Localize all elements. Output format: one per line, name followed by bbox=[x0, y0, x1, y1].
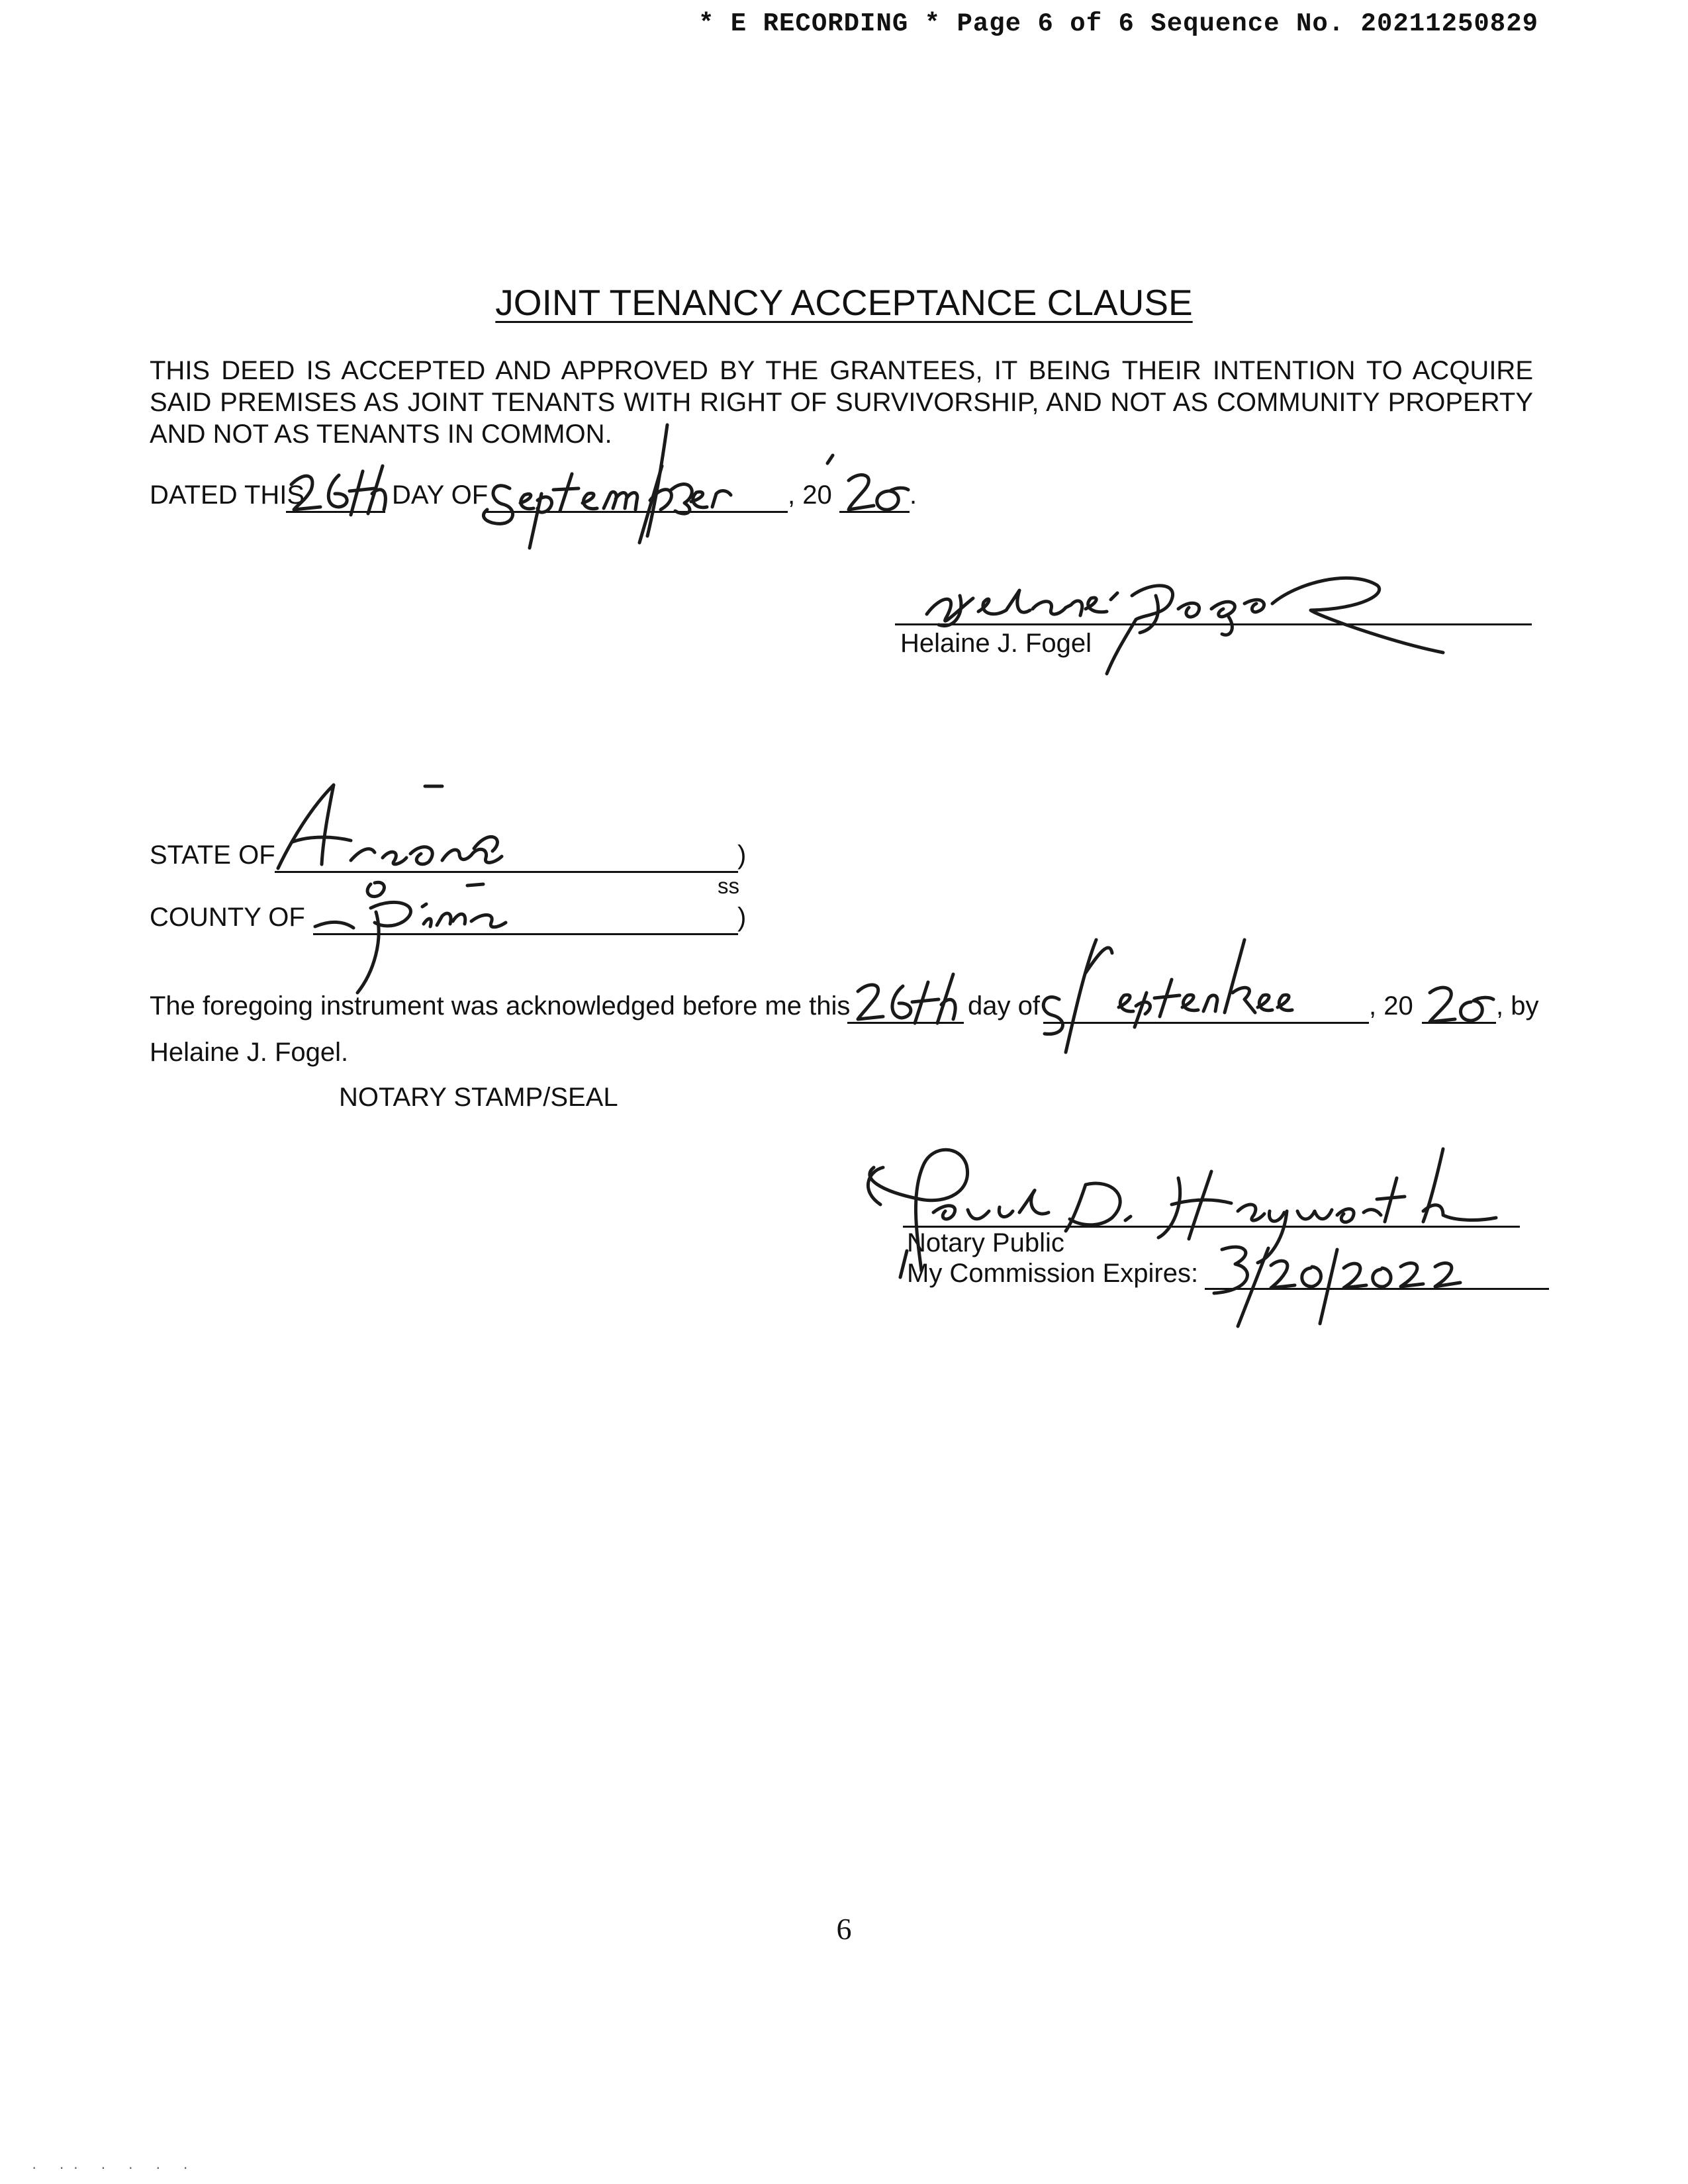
dated-year-prefix: , 20 bbox=[788, 480, 832, 510]
county-label: COUNTY OF bbox=[150, 903, 305, 932]
grantee-signature bbox=[927, 578, 1443, 674]
ack-prefix: The foregoing instrument was acknowledged before me this bbox=[150, 991, 851, 1021]
clause-line-1: THIS DEED IS ACCEPTED AND APPROVED BY THE GRANTEES, IT BEING THEIR INTENTION TO ACQUIRE bbox=[150, 356, 1533, 385]
handwritten-crossing-stroke bbox=[647, 425, 667, 536]
handwritten-ack-month bbox=[1043, 940, 1292, 1052]
commission-label: My Commission Expires: bbox=[907, 1259, 1199, 1288]
state-paren: ) bbox=[737, 841, 747, 870]
notary-signature bbox=[868, 1149, 1496, 1271]
handwritten-ack-year bbox=[1430, 987, 1493, 1022]
scan-artifacts: · ·· · · · · bbox=[32, 2159, 197, 2175]
handwritten-county bbox=[315, 902, 506, 993]
notary-title: Notary Public bbox=[907, 1228, 1064, 1257]
dated-day-of: DAY OF bbox=[392, 480, 489, 510]
clause-line-3: AND NOT AS TENANTS IN COMMON. bbox=[150, 420, 612, 449]
handwritten-dated-day bbox=[291, 466, 385, 515]
ack-year-prefix: , 20 bbox=[1369, 991, 1413, 1021]
dated-prefix: DATED THIS bbox=[150, 480, 305, 510]
clause-line-2: SAID PREMISES AS JOINT TENANTS WITH RIGHT OF SURVIVORSHIP, AND NOT AS COMMUNITY PROPERTY bbox=[150, 388, 1533, 417]
document-title-text: JOINT TENANCY ACCEPTANCE CLAUSE bbox=[495, 282, 1193, 323]
dated-end: . bbox=[910, 480, 917, 510]
handwritten-commission-date bbox=[900, 1247, 1460, 1326]
state-label: STATE OF bbox=[150, 841, 275, 870]
county-paren: ) bbox=[737, 903, 747, 932]
recording-header: * E RECORDING * Page 6 of 6 Sequence No. 20211250829 bbox=[698, 9, 1538, 38]
notary-stamp-label: NOTARY STAMP/SEAL bbox=[339, 1083, 618, 1112]
handwritten-ack-day bbox=[858, 974, 955, 1023]
handwritten-dated-month bbox=[483, 466, 731, 548]
grantee-name: Helaine J. Fogel bbox=[900, 629, 1092, 658]
ss-mark: ss bbox=[718, 874, 739, 898]
handwritten-dated-year bbox=[827, 455, 908, 510]
ack-line-2: Helaine J. Fogel. bbox=[150, 1038, 349, 1067]
ack-day-of: day of bbox=[968, 991, 1040, 1021]
handwritten-state bbox=[278, 785, 502, 897]
ack-suffix: , by bbox=[1496, 991, 1539, 1021]
page-number: 6 bbox=[836, 1912, 852, 1946]
